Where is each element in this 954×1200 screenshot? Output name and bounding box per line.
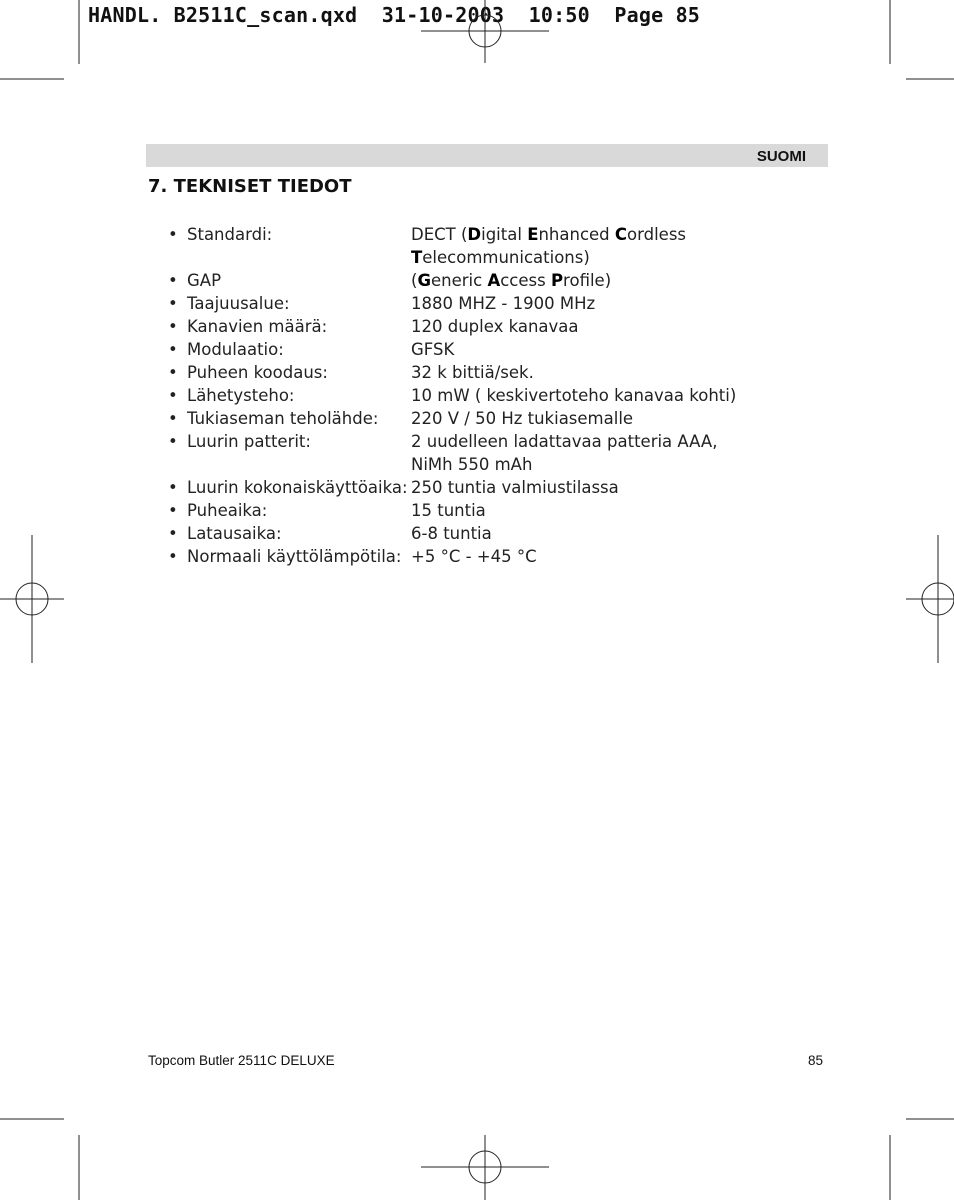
section-title: 7. TEKNISET TIEDOT [148, 176, 352, 197]
specifications-list [168, 223, 788, 568]
language-bar [146, 144, 828, 167]
spec-row-base-power [168, 407, 788, 430]
registration-target-top [421, 0, 549, 63]
spec-label: Luurin kokonaiskäyttöaika: [187, 478, 408, 497]
spec-value: DECT (Digital Enhanced Cordless Telecommunications) [411, 225, 687, 267]
spec-label: Luurin patterit: [187, 432, 311, 451]
spec-label: Tukiaseman teholähde: [187, 409, 379, 428]
bullet-icon: • [168, 501, 178, 520]
spec-label: Modulaatio: [187, 340, 284, 359]
printer-slug-line: HANDL. B2511C_scan.qxd 31-10-2003 10:50 Page 85 [88, 3, 701, 27]
footer-product-name: Topcom Butler 2511C DELUXE [148, 1053, 335, 1068]
spec-value: GFSK [411, 340, 455, 359]
spec-row-frequency [168, 292, 788, 315]
spec-value: +5 °C - +45 °C [411, 547, 537, 566]
spec-row-operating-temperature [168, 545, 788, 568]
registration-target-right [906, 535, 954, 663]
spec-row-standard [168, 223, 788, 269]
spec-value: 2 uudelleen ladattavaa patteria AAA, NiMh 550 mAh [411, 432, 718, 474]
bullet-icon: • [168, 363, 178, 382]
registration-target-left [0, 535, 64, 663]
bullet-icon: • [168, 547, 178, 566]
spec-row-handset-batteries [168, 430, 788, 476]
spec-label: Puheen koodaus: [187, 363, 328, 382]
footer-page-number: 85 [807, 1053, 823, 1068]
spec-label: Normaali käyttölämpötila: [187, 547, 402, 566]
bullet-icon: • [168, 340, 178, 359]
spec-row-transmit-power [168, 384, 788, 407]
spec-label: Lähetysteho: [187, 386, 295, 405]
bullet-icon: • [168, 225, 178, 244]
spec-value: 120 duplex kanavaa [411, 317, 579, 336]
spec-row-modulation [168, 338, 788, 361]
spec-row-charge-time [168, 522, 788, 545]
spec-label: Latausaika: [187, 524, 282, 543]
spec-row-talk-time [168, 499, 788, 522]
spec-label: Kanavien määrä: [187, 317, 328, 336]
spec-value: 15 tuntia [411, 501, 486, 520]
language-label: SUOMI [756, 148, 806, 165]
spec-label: Standardi: [187, 225, 273, 244]
spec-row-gap [168, 269, 788, 292]
bullet-icon: • [168, 294, 178, 313]
spec-value: 6-8 tuntia [411, 524, 492, 543]
spec-value: 32 k bittiä/sek. [411, 363, 534, 382]
spec-value: 250 tuntia valmiustilassa [411, 478, 619, 497]
registration-target-bottom [421, 1135, 549, 1200]
spec-row-speech-coding [168, 361, 788, 384]
spec-row-standby-time [168, 476, 788, 499]
spec-label: Puheaika: [187, 501, 268, 520]
bullet-icon: • [168, 386, 178, 405]
bullet-icon: • [168, 271, 178, 290]
spec-value: (Generic Access Profile) [411, 271, 612, 290]
spec-label: GAP [187, 271, 222, 290]
spec-value: 1880 MHZ - 1900 MHz [411, 294, 596, 313]
bullet-icon: • [168, 524, 178, 543]
spec-label: Taajuusalue: [187, 294, 290, 313]
spec-row-channels [168, 315, 788, 338]
bullet-icon: • [168, 478, 178, 497]
bullet-icon: • [168, 409, 178, 428]
spec-value: 10 mW ( keskivertoteho kanavaa kohti) [411, 386, 737, 405]
bullet-icon: • [168, 432, 178, 451]
spec-value: 220 V / 50 Hz tukiasemalle [411, 409, 634, 428]
bullet-icon: • [168, 317, 178, 336]
